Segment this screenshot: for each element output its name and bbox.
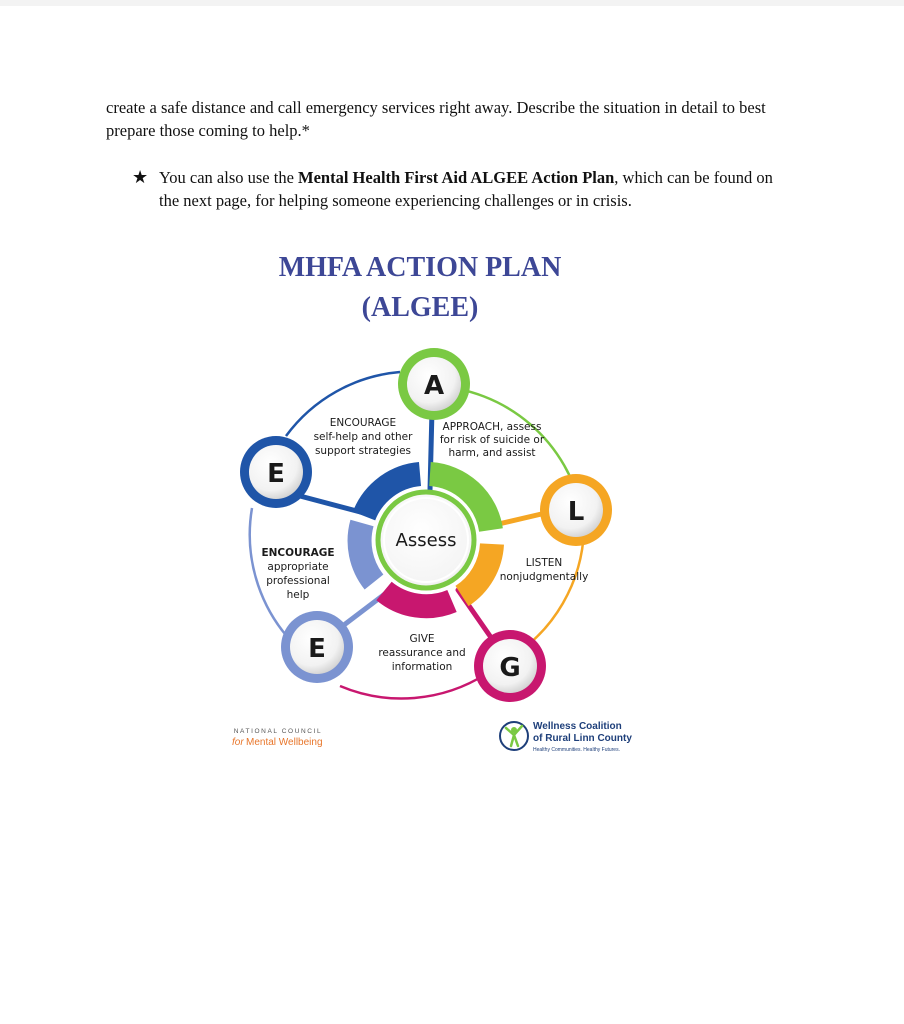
wellness-coalition-logo — [500, 721, 632, 753]
diagram-title-line1: MHFA ACTION PLAN — [278, 252, 562, 283]
wellness-line2: of Rural Linn County — [533, 733, 632, 744]
label-listen — [500, 557, 589, 583]
label-encourage-self — [314, 417, 414, 457]
inner-arc-encourage-help — [360, 523, 374, 582]
label-approach-line3: harm, and assist — [448, 447, 536, 459]
bullet-text-before: You can also use the — [159, 168, 299, 187]
badge-approach — [398, 348, 470, 420]
assess-label: Assess — [395, 530, 457, 551]
label-listen-line2: nonjudgmentally — [499, 571, 589, 583]
label-give-line2: reassurance and — [378, 647, 466, 659]
badge-give-letter: G — [499, 653, 521, 683]
label-encourage-self-line1: ENCOURAGE — [329, 417, 397, 429]
bullet-text — [159, 166, 792, 212]
label-encourage-help-line2: appropriate — [267, 561, 329, 573]
star-bullet-icon: ★ — [132, 167, 149, 188]
label-encourage-help-line4: help — [286, 589, 310, 601]
label-listen-line1: LISTEN — [525, 557, 563, 569]
algee-svg — [200, 240, 660, 780]
page-top-edge — [0, 0, 904, 6]
national-council-line1: NATIONAL COUNCIL — [233, 728, 323, 735]
badge-approach-letter: A — [423, 371, 445, 401]
national-council-logo — [232, 728, 323, 748]
bullet-item — [132, 166, 792, 212]
badge-give — [474, 630, 546, 702]
label-encourage-help — [261, 547, 334, 601]
bullet-text-after: , which can be found on the next page, for helping someone experiencing challenges or in crisis. — [159, 168, 773, 210]
badge-encourage-help-letter: E — [308, 634, 326, 664]
badge-encourage-help — [281, 611, 353, 683]
body-paragraph: create a safe distance and call emergency services right away. Describe the situation in detail to best prepare those coming to help.* — [106, 98, 766, 140]
label-give-line1: GIVE — [409, 633, 435, 645]
label-encourage-help-line1: ENCOURAGE — [261, 547, 335, 559]
bullet-text-bold: Mental Health First Aid ALGEE Action Plan — [298, 168, 615, 187]
badge-listen-letter: L — [567, 497, 585, 527]
label-give-line3: information — [391, 661, 453, 673]
label-approach-line2: for risk of suicide or — [439, 434, 545, 446]
inner-arc-give — [384, 591, 452, 606]
badge-encourage-self-letter: E — [267, 459, 285, 489]
label-encourage-self-line2: self-help and other — [313, 431, 413, 443]
national-council-line2: Mental Wellbeing — [246, 737, 323, 748]
outer-arc-give — [340, 674, 486, 698]
badge-listen — [540, 474, 612, 546]
algee-diagram — [200, 240, 660, 780]
label-give — [378, 633, 465, 673]
wellness-line1: Wellness Coalition — [533, 721, 622, 732]
label-encourage-help-line3: professional — [266, 575, 330, 587]
label-approach — [440, 421, 545, 459]
diagram-title-line2: (ALGEE) — [361, 292, 479, 323]
label-encourage-self-line3: support strategies — [314, 445, 412, 457]
label-approach-line1: APPROACH, assess — [442, 421, 542, 433]
wellness-tagline: Healthy Communities. Healthy Futures. — [533, 747, 620, 753]
badge-encourage-self — [240, 436, 312, 508]
national-council-for: for — [232, 737, 244, 748]
